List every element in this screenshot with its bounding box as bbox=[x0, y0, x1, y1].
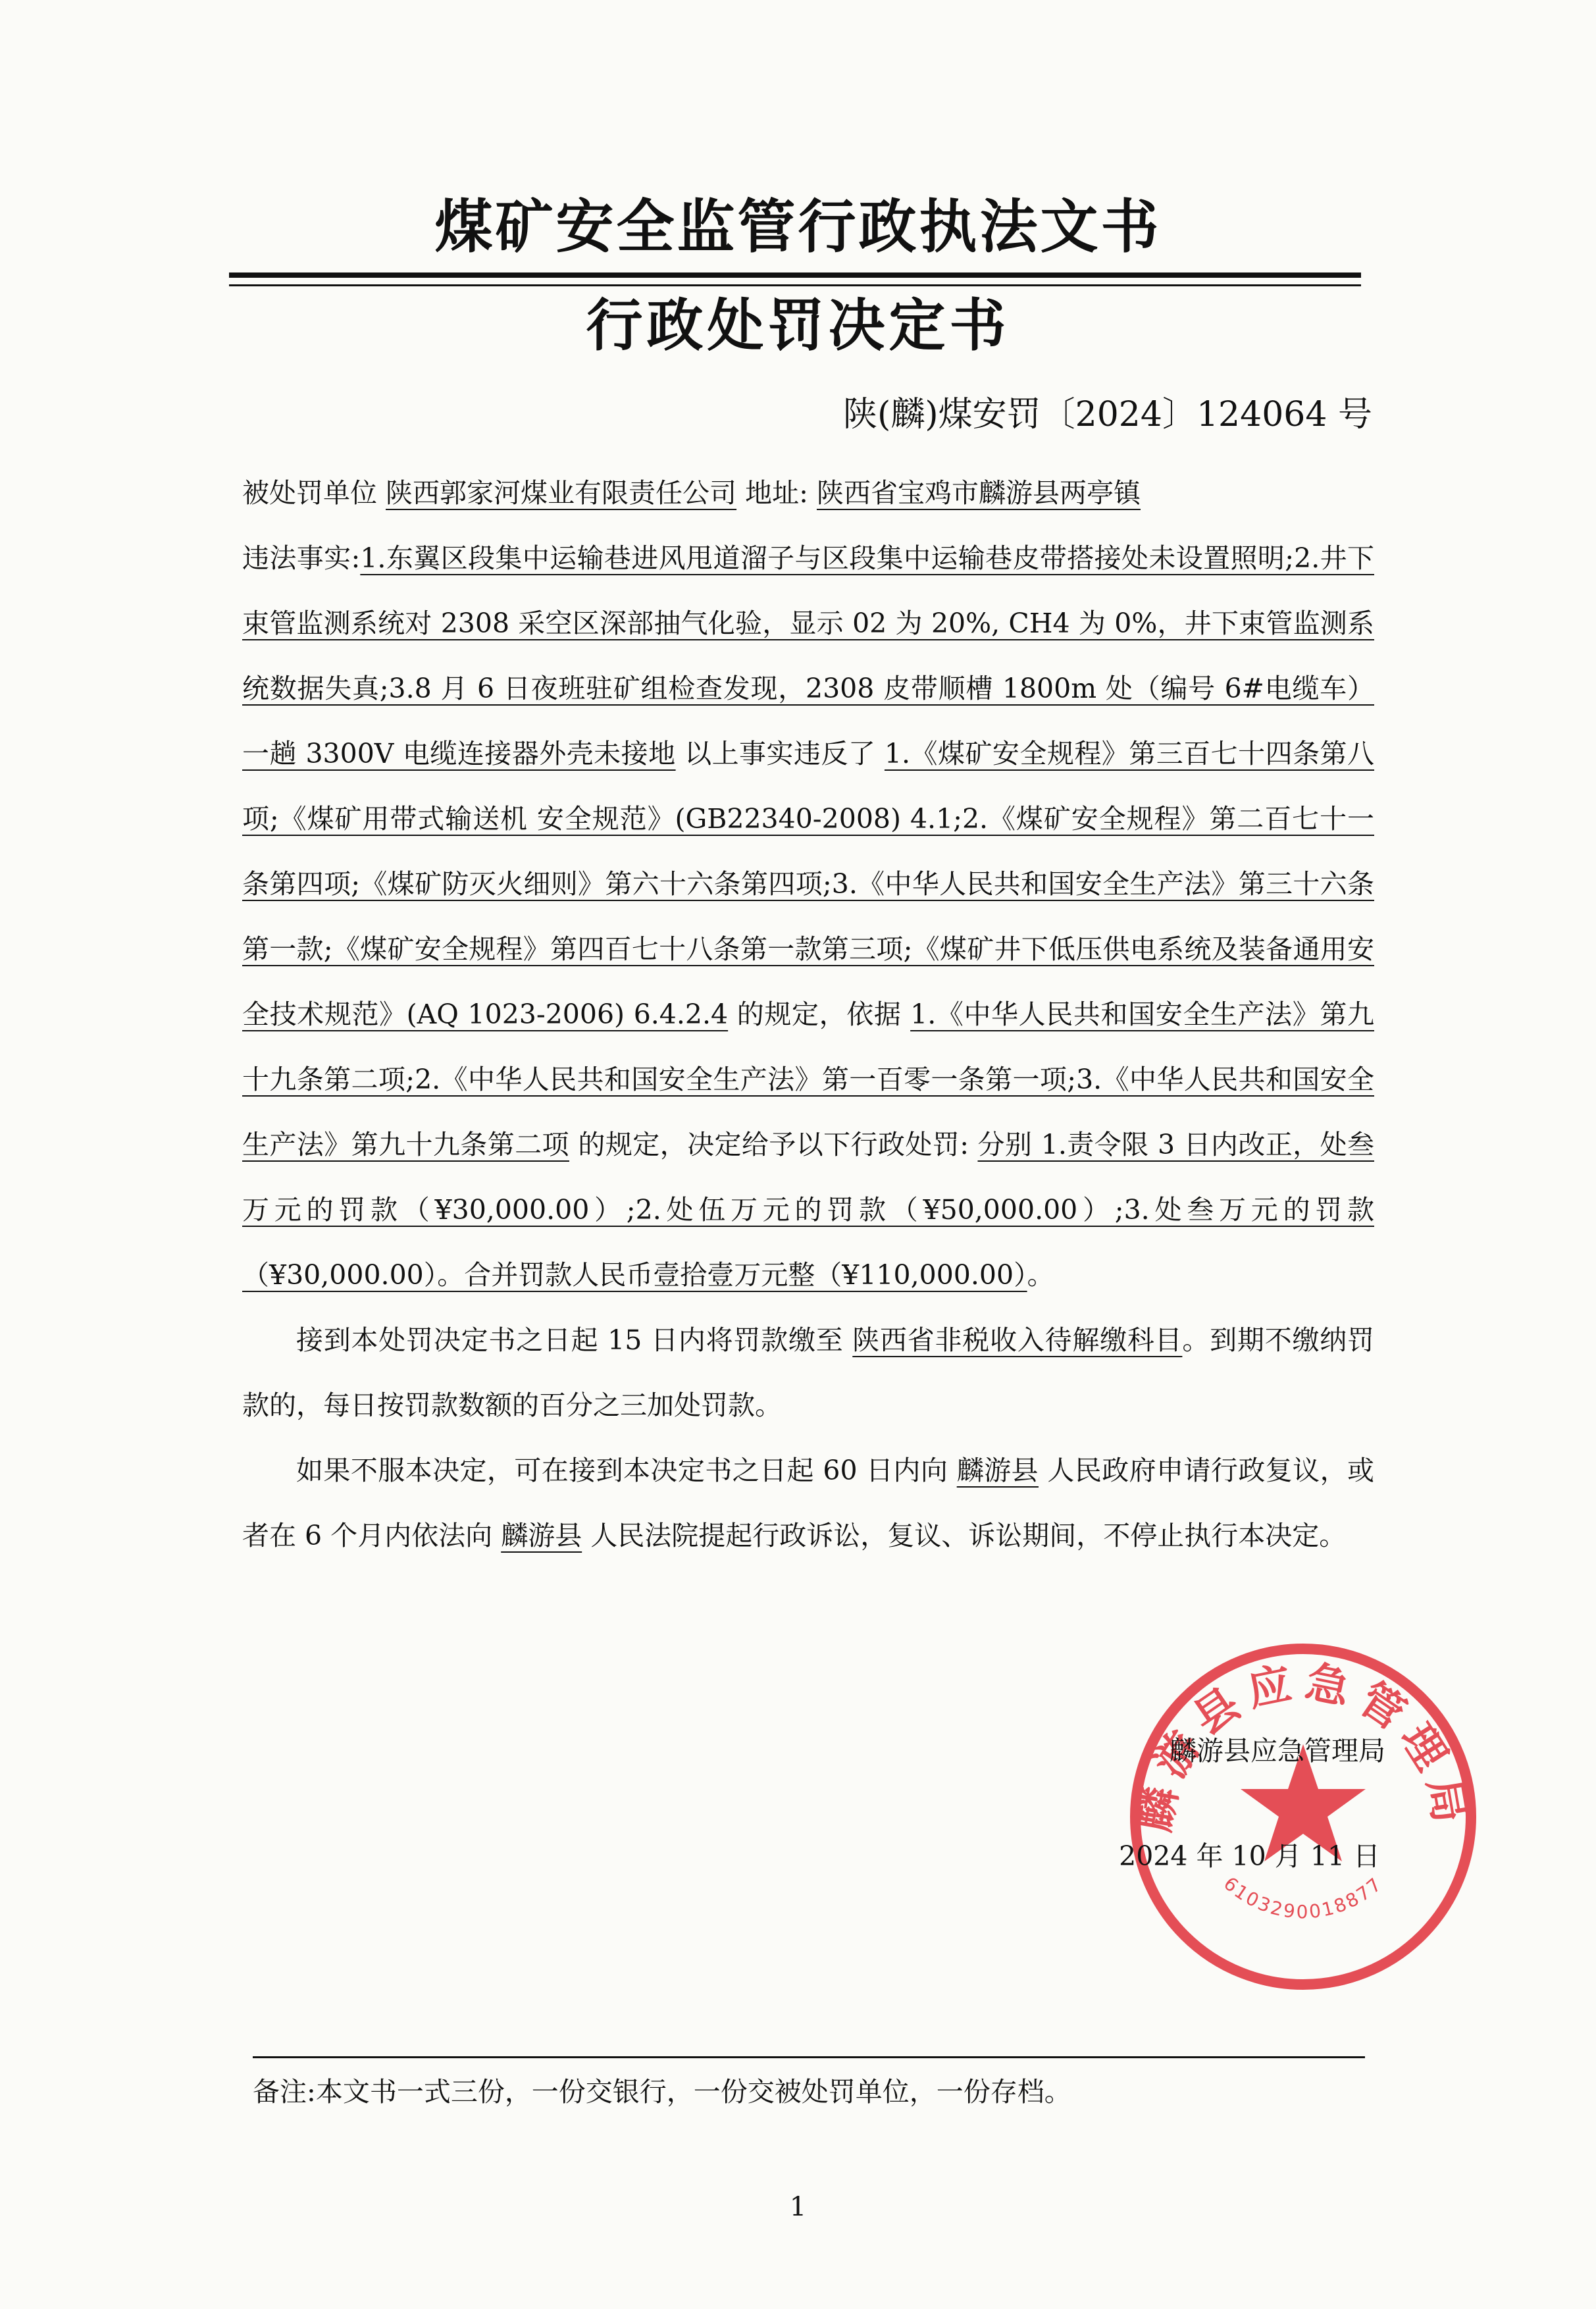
appeal-mid: 人民政府申请行政复议，或者在 6 个月内依法向 bbox=[242, 1455, 1375, 1551]
facts-label: 违法事实: bbox=[242, 542, 361, 574]
violation-tail: 的规定，决定给予以下行政处罚: bbox=[578, 1129, 969, 1160]
penalty-end: 。 bbox=[1027, 1259, 1054, 1291]
appeal-gov: 麟游县 bbox=[956, 1455, 1039, 1486]
appeal-post: 人民法院提起行政诉讼，复议、诉讼期间，不停止执行本决定。 bbox=[590, 1520, 1347, 1551]
appeal-paragraph bbox=[242, 1438, 1374, 1569]
legal-basis: 1.《中华人民共和国安全生产法》第九十九条第二项;2.《中华人民共和国安全生产法》第一百零一条第一项;3.《中华人民共和国安全生产法》第九十九条第二项 bbox=[242, 999, 1374, 1160]
facts-text: 1.东翼区段集中运输巷进风甩道溜子与区段集中运输巷皮带搭接处未设置照明;2.井下束管监测系统对 2308 采空区深部抽气化验，显示 02 为 20%, CH4 为 0%，井下束管监测系统数据失真;3.8 月 6 日夜班驻矿组检查发现，2308 皮带顺槽 1800m 处（编号 6#电缆车）一趟 3300V 电缆连接器外壳未接地 bbox=[242, 542, 1374, 769]
violation-mid: 的规定，依据 bbox=[736, 999, 902, 1030]
footer-note: 备注:本文书一式三份，一份交银行，一份交被处罚单位，一份存档。 bbox=[253, 2076, 1071, 2108]
payment-account: 陕西省非税收入待解缴科目 bbox=[852, 1324, 1183, 1356]
seal-text: 麟游县应急管理局 bbox=[1129, 1656, 1478, 1836]
page-number: 1 bbox=[789, 2192, 807, 2222]
payment-paragraph bbox=[242, 1308, 1374, 1438]
issue-date: 2024 年 10 月 11 日 bbox=[1119, 1840, 1380, 1872]
document-number: 陕(麟)煤安罚〔2024〕124064 号 bbox=[843, 395, 1372, 434]
appeal-court: 麟游县 bbox=[501, 1520, 582, 1551]
party-name: 陕西郭家河煤业有限责任公司 bbox=[386, 477, 737, 509]
footer-rule bbox=[253, 2056, 1365, 2058]
penalty-text: 分别 1.责令限 3 日内改正，处叁万元的罚款（¥30,000.00）;2.处伍万元的罚款（¥50,000.00）;3.处叁万元的罚款（¥30,000.00）。合并罚款人民币壹拾壹万元整（¥110,000.00） bbox=[242, 1129, 1374, 1291]
document-subtitle: 行政处罚决定书 bbox=[586, 293, 1010, 359]
payment-pre: 接到本处罚决定书之日起 15 日内将罚款缴至 bbox=[296, 1324, 844, 1356]
violation-text: 1.《煤矿安全规程》第三百七十四条第八项;《煤矿用带式输送机 安全规范》(GB22340-2008) 4.1;2.《煤矿安全规程》第二百七十一条第四项;《煤矿防灭火细则》第六十六条第四项;3.《中华人民共和国安全生产法》第三十六条第一款;《煤矿安全规程》第四百七十八条第一款第三项;《煤矿井下低压供电系统及装备通用安全技术规范》(AQ 1023-2006) 6.4.2.4 bbox=[242, 738, 1375, 1030]
official-seal bbox=[1119, 1632, 1487, 2001]
document-body bbox=[242, 461, 1374, 1569]
violation-lead: 以上事实违反了 bbox=[684, 738, 876, 769]
appeal-pre: 如果不服本决定，可在接到本决定书之日起 60 日内向 bbox=[296, 1455, 948, 1486]
address-label: 地址: bbox=[745, 477, 808, 509]
facts-paragraph bbox=[242, 526, 1374, 1308]
document-title: 煤矿安全监管行政执法文书 bbox=[434, 193, 1162, 261]
party-address: 陕西省宝鸡市麟游县两亭镇 bbox=[816, 477, 1141, 509]
party-label: 被处罚单位 bbox=[242, 477, 377, 509]
payment-post: 。到期不缴纳罚款的，每日按罚款数额的百分之三加处罚款。 bbox=[242, 1324, 1374, 1421]
title-rule-thick bbox=[229, 272, 1361, 278]
title-rule-thin bbox=[229, 284, 1361, 286]
issuing-authority: 麟游县应急管理局 bbox=[1170, 1735, 1385, 1767]
party-paragraph bbox=[242, 461, 1374, 526]
svg-text:6103290018877 bbox=[1220, 1873, 1387, 1923]
seal-code: 6103290018877 bbox=[1219, 1872, 1387, 1923]
